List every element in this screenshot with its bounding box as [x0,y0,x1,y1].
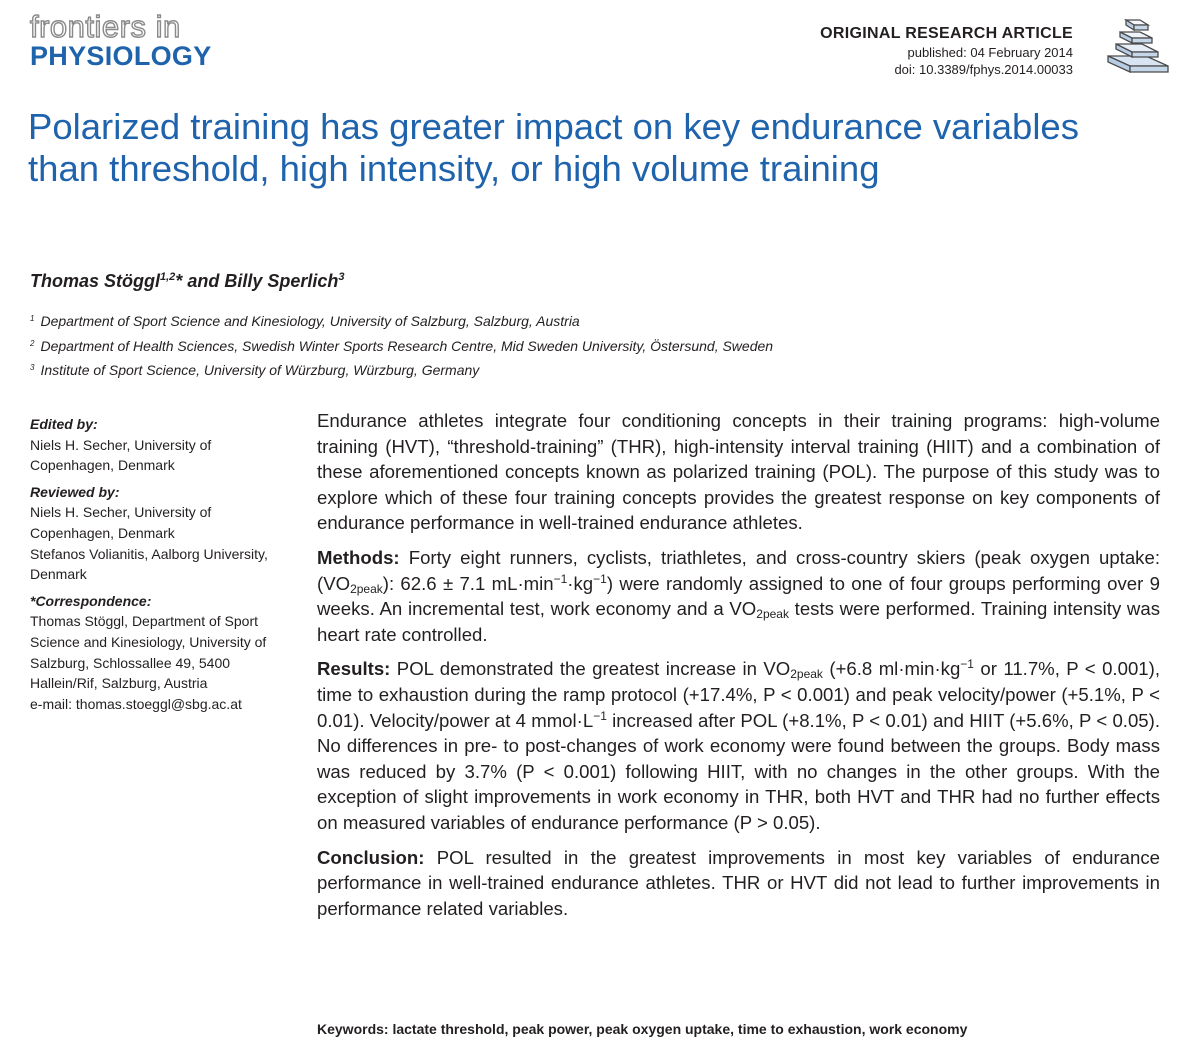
methods-text: ) were randomly assigned to one of four groups performing over 9 weeks. An incremental test, work economy and a VO [317,572,1160,620]
conclusion-heading: Conclusion: [317,846,425,868]
corresponding-mark: * [175,271,183,291]
methods-text: ): 62.6 ± 7.1 mL·min [382,572,554,594]
conclusion-text: POL resulted in the greatest improvements in most key variables of endurance performance in well-trained endurance athletes. THR or HVT did not lead to further improvements in performance related variables. [317,846,1160,919]
superscript-minus-one: −1 [593,571,607,586]
article-title: Polarized training has greater impact on key endurance variables than threshold, high intensity, or high volume training [28,106,1079,189]
affiliation-number: 3 [30,363,35,372]
correspondence-email[interactable]: e-mail: thomas.stoeggl@sbg.ac.at [30,695,242,712]
abstract-conclusion [317,845,1160,922]
abstract-methods [317,545,1160,647]
affiliation-number: 2 [30,338,35,348]
author-name[interactable]: Thomas Stöggl [30,271,160,291]
abstract [317,408,1160,930]
methods-text: tests were performed. Training intensity was heart rate controlled. [317,598,1160,645]
author-separator: and [182,271,225,291]
journal-logo[interactable] [30,9,212,71]
journal-name-top: frontiers in [30,9,181,44]
results-text: increased after POL (+8.1%, P < 0.01) and HIIT (+5.6%, P < 0.05). No differences in pre- to post-changes of work economy were found between the groups. Body mass was reduced by 3.7% (P < 0.001) following HIIT, with no changes in the other groups. With the exception of slight improvements in work economy in THR, both HVT and THR had no further effects on measured variables of endurance performance (P > 0.05). [317,709,1160,833]
affiliation-item [30,357,930,382]
reviewed-by-label: Reviewed by: [30,483,120,500]
author-line [30,271,345,292]
correspondence-address: Thomas Stöggl, Department of Sport Science and Kinesiology, University of Salzburg, Schlossallee 49, 5400 Hallein/Rif, Salzburg, Austria [30,613,267,692]
affiliation-marks: 3 [338,271,345,283]
results-text: POL demonstrated the greatest increase in VO [390,658,791,680]
affiliation-item [30,308,930,333]
subscript-peak: 2peak [756,607,789,622]
editor-name: Niels H. Secher, University of Copenhagen, Denmark [30,436,212,474]
keywords-line: Keywords: lactate threshold, peak power, peak oxygen uptake, time to exhaustion, work economy [317,1021,968,1037]
correspondence-label: *Correspondence: [30,592,152,609]
author-name[interactable]: Billy Sperlich [224,271,339,291]
published-date: published: 04 February 2014 [907,45,1073,60]
stacked-boxes-icon [1102,16,1174,83]
superscript-minus-one: −1 [553,571,568,586]
results-text: or 11.7%, P < 0.001), time to exhaustion during the ramp protocol (+17.4%, P < 0.001) and peak velocity/power (+5.1%, P < 0.01). Velocity/power at 4 mmol·L [317,658,1160,731]
abstract-results [317,656,1160,835]
article-type: ORIGINAL RESEARCH ARTICLE [820,25,1073,42]
subscript-peak: 2peak [350,581,383,596]
abstract-intro: Endurance athletes integrate four conditioning concepts in their training programs: high-volume training (HVT), “threshold-training” (THR), high-intensity interval training (HIIT) and a combination of these aforementioned concepts known as polarized training (POL). The purpose of this study was to explore which of these four training concepts provides the greatest response on key components of endurance performance in well-trained endurance athletes. [317,410,1160,534]
reviewer-name: Stefanos Volianitis, Aalborg University, Denmark [30,545,268,583]
edited-by-label: Edited by: [30,416,98,432]
reviewer-name: Niels H. Secher, University of Copenhagen, Denmark [30,504,212,541]
editorial-sidebar [30,414,285,714]
results-text: (+6.8 ml·min·kg [822,658,961,680]
affiliation-number: 1 [30,314,35,323]
methods-heading: Methods: [317,546,400,568]
methods-text: ·kg [567,572,594,594]
affiliation-text: Department of Health Sciences, Swedish Winter Sports Research Centre, Mid Sweden University, Östersund, Sweden [40,337,774,354]
subscript-peak: 2peak [790,667,823,682]
affiliation-marks: 1,2 [160,271,176,283]
affiliation-text: Department of Sport Science and Kinesiology, University of Salzburg, Salzburg, Austria [40,313,580,329]
journal-name-bottom: PHYSIOLOGY [30,41,212,71]
methods-text: Forty eight runners, cyclists, triathletes, and cross-country skiers (peak oxygen uptake: (VO [317,546,1160,594]
superscript-minus-one: −1 [593,708,607,723]
affiliation-item [30,333,930,358]
article-meta [820,24,1073,78]
affiliations-list [30,308,930,382]
doi-link[interactable]: doi: 10.3389/fphys.2014.00033 [894,62,1073,77]
results-heading: Results: [317,658,391,680]
superscript-minus-one: −1 [960,657,974,672]
affiliation-text: Institute of Sport Science, University of Würzburg, Würzburg, Germany [40,362,480,378]
